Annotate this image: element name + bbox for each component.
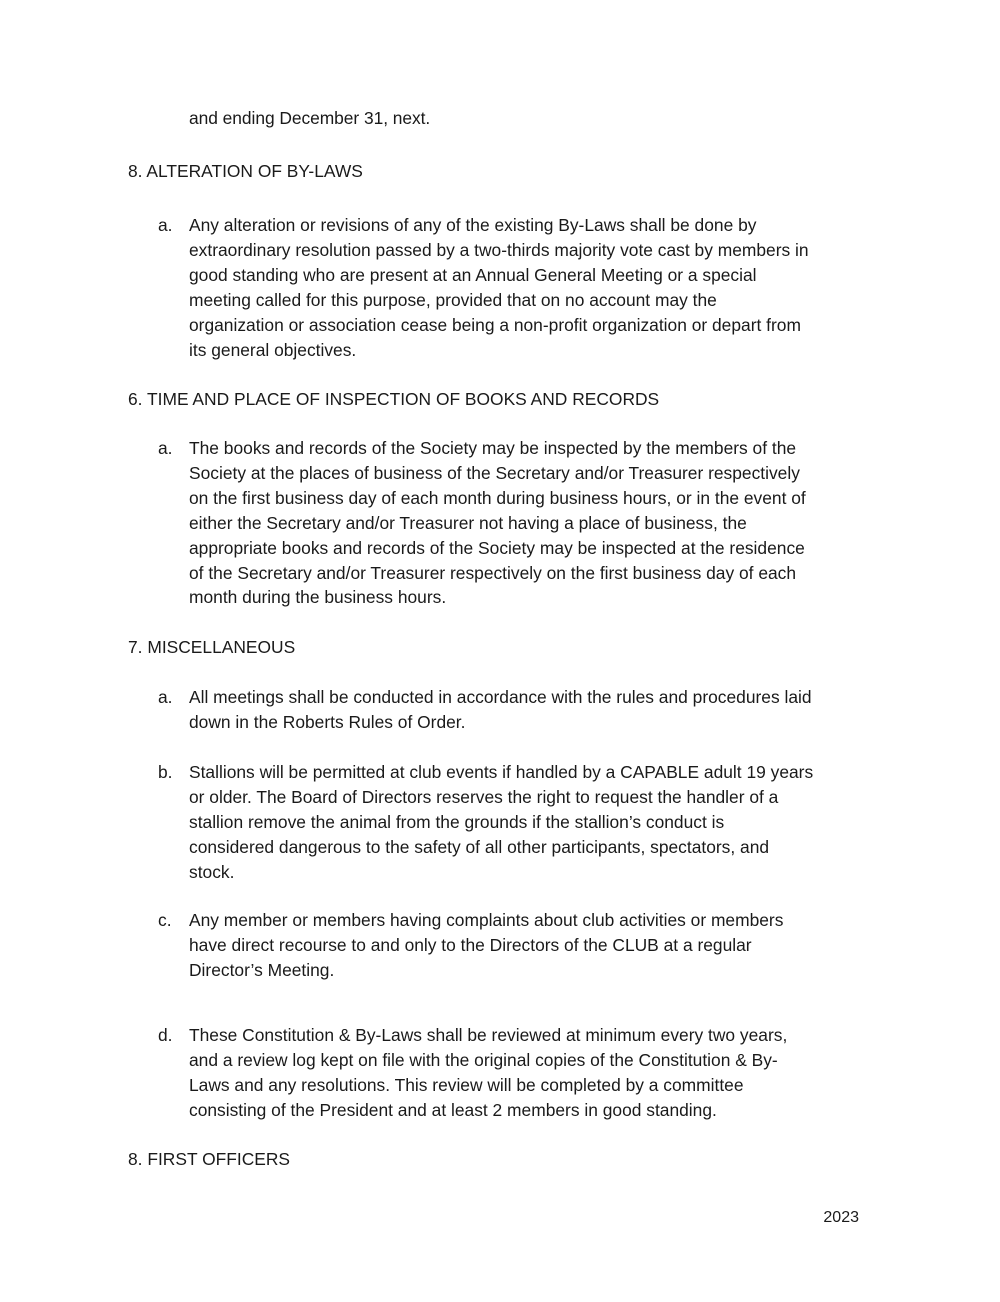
item-text: Any member or members having complaints about club activities or members have direct recourse to and only to the Directors of the CLUB at a regular Director’s Meeting. bbox=[189, 910, 784, 980]
item-letter: a. bbox=[158, 687, 173, 707]
list-item bbox=[128, 1023, 888, 1123]
item-text: The books and records of the Society may be inspected by the members of the Society at the places of business of the Secretary and/or Treasurer respectively on the first business day of each month during business hours, or in the event of either the Secretary and/or Treasurer not having a place of business, the appropriate books and records of the Society may be inspected at the residence of the Secretary and/or Treasurer respectively on the first business day of each month during the business hours. bbox=[189, 438, 806, 608]
item-text: These Constitution & By-Laws shall be reviewed at minimum every two years, and a review log kept on file with the original copies of the Constitution & By- Laws and any resolutions. This review will be completed by a committee consisting of the President and at least 2 members in good standing. bbox=[189, 1025, 788, 1120]
section-heading-first-officers: 8. FIRST OFFICERS bbox=[128, 1149, 291, 1169]
footer-year: 2023 bbox=[823, 1209, 859, 1226]
item-text: Stallions will be permitted at club events if handled by a CAPABLE adult 19 years or older. The Board of Directors reserves the right to request the handler of a stallion remove the animal from the grounds if the stallion’s conduct is considered dangerous to the safety of all other participants, spectators, and stock. bbox=[189, 762, 814, 882]
list-item bbox=[128, 436, 888, 611]
item-letter: d. bbox=[158, 1025, 173, 1045]
section-heading-miscellaneous: 7. MISCELLANEOUS bbox=[128, 637, 296, 657]
item-letter: a. bbox=[158, 215, 173, 235]
item-letter: b. bbox=[158, 762, 173, 782]
list-item bbox=[128, 685, 888, 735]
item-letter: a. bbox=[158, 438, 173, 458]
section-heading-inspection: 6. TIME AND PLACE OF INSPECTION OF BOOKS AND RECORDS bbox=[128, 389, 660, 409]
list-item bbox=[128, 760, 888, 885]
list-item bbox=[128, 213, 888, 363]
section-heading-alteration: 8. ALTERATION OF BY-LAWS bbox=[128, 161, 363, 181]
item-text: Any alteration or revisions of any of the existing By-Laws shall be done by extraordinary resolution passed by a two-thirds majority vote cast by members in good standing who are present at an Annual General Meeting or a special meeting called for this purpose, provided that on no account may the organization or association cease being a non-profit organization or depart from its general objectives. bbox=[189, 215, 809, 360]
item-letter: c. bbox=[158, 910, 172, 930]
continuation-text: and ending December 31, next. bbox=[189, 108, 431, 128]
list-item bbox=[128, 908, 888, 983]
item-text: All meetings shall be conducted in accordance with the rules and procedures laid down in the Roberts Rules of Order. bbox=[189, 687, 812, 732]
